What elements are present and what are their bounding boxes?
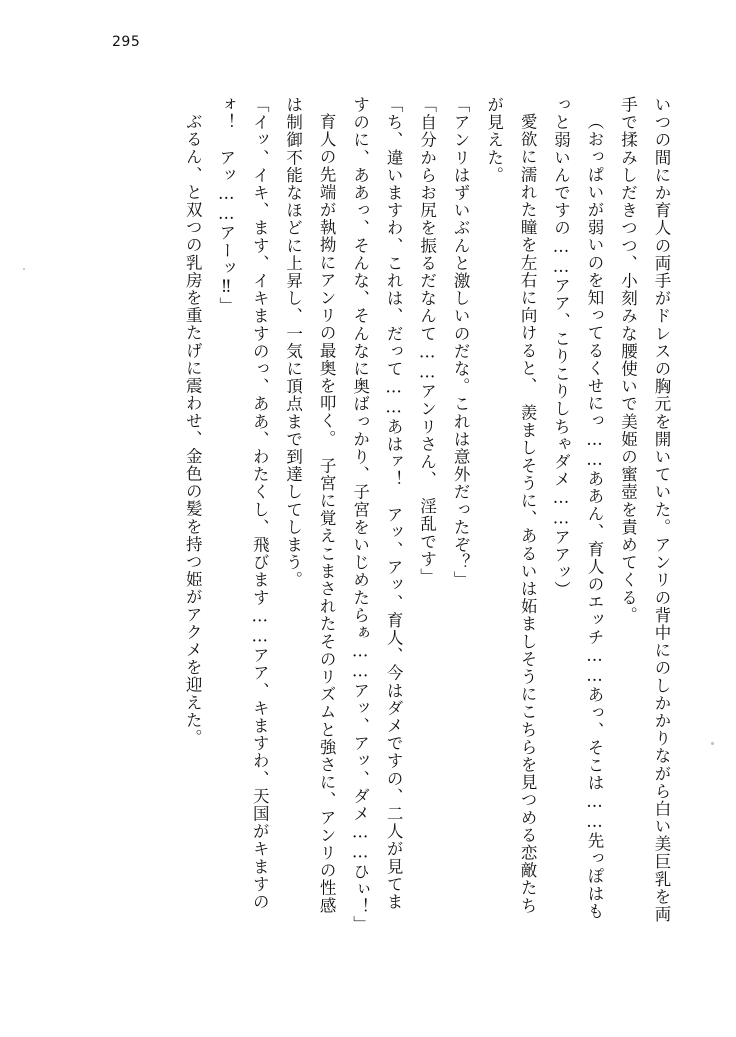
paragraph: 「自分からお尻を振るだなんて……アンリさん、 淫乱です」 (417, 96, 437, 586)
paragraph: いつの間にか育人の両手がドレスの胸元を開いていた。アンリの背中にのしかかりながら白い美巨乳を両手で揉みしだきつつ、小刻みな腰使いで美姫の蜜壺を責めてくる。 (618, 96, 671, 924)
paragraph: ぶるん、と双つの乳房を重たげに震わせ、金色の髪を持つ姫がアクメを迎えた。 (183, 112, 203, 747)
paragraph: 「イッ、イキ、ます、イキますのっ、ああ、わたくし、飛びます……アア、キますわ、天国がキますのォ！ アッ……アーッ‼」 (216, 96, 270, 911)
paper-speck (711, 742, 714, 745)
paragraph: 愛欲に濡れた瞳を左右に向けると、 羨ましそうに、あるいは妬ましそうにこちらを見つめる恋敵たちが見えた。 (484, 96, 538, 914)
paper-speck (23, 268, 25, 270)
paragraph: （おっぱいが弱いのを知ってるくせにっ……ああん、育人のエッチ……あっ、そこは……先っぽはもっと弱いんですの……アア、こりこりしちゃダメ……アアッ） (551, 96, 605, 920)
page-number: 295 (112, 34, 141, 50)
paragraph: 「アンリはずいぶんと激しいのだな。これは意外だったぞ？」 (451, 96, 471, 589)
body-text-vertical (58, 96, 678, 934)
paragraph: 育人の先端が執拗にアンリの最奥を叩く。 子宮に覚えこまされたそのリズムと強さに、アンリの性感は制御不能なほどに上昇し、一気に頂点まで到達してしまう。 (283, 96, 337, 914)
paragraph: 「ち、違いますわ、これは、だって……あはァ！ アッ、アッ、育人、今はダメですの、二人が見てますのに、ああっ、そんな、そんなに奥ばっかり、子宮をいじめたらぁ……アッ、アッ、ダメ……ひぃ！」 (350, 96, 404, 934)
